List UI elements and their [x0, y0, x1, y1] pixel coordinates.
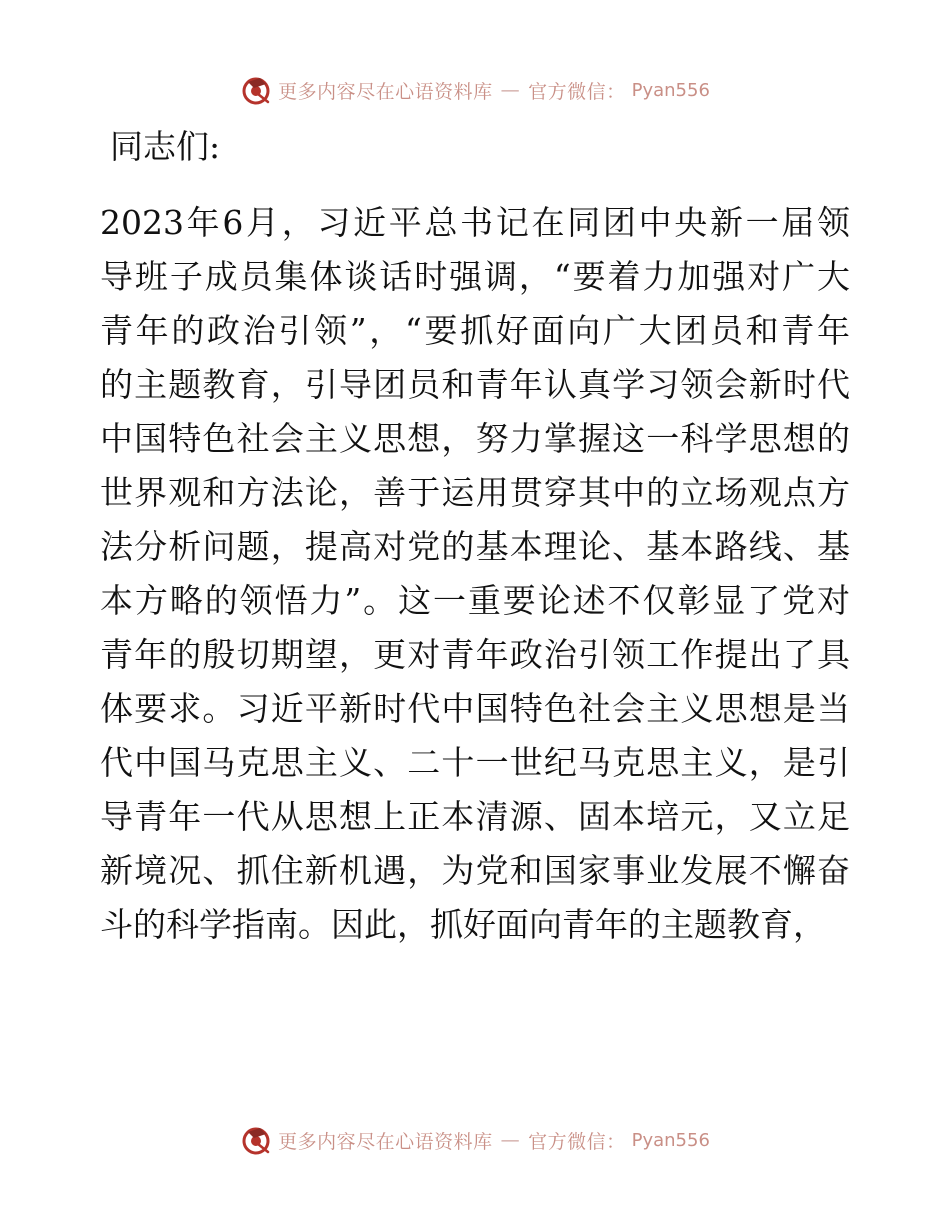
text-line: 斗的科学指南。因此，抓好面向青年的主题教育， — [100, 905, 826, 944]
salutation: 同志们: — [110, 127, 221, 166]
text-line: 新境况、抓住新机遇，为党和国家事业发展不懈奋 — [100, 851, 850, 890]
body-paragraph — [100, 196, 850, 952]
banner-text: 更多内容尽在心语资料库 — [278, 1130, 493, 1153]
text-line: 2023年6月，习近平总书记在同团中央新一届领 — [100, 203, 850, 242]
header-watermark-banner — [0, 70, 950, 110]
text-line: 的主题教育，引导团员和青年认真学习领会新时代 — [100, 365, 850, 404]
logo-icon — [240, 74, 272, 106]
text-line: 代中国马克思主义、二十一世纪马克思主义，是引 — [100, 743, 850, 782]
banner-separator: — — [500, 79, 521, 101]
banner-wechat-id: Pyan556 — [631, 79, 710, 101]
text-line: 青年的殷切期望，更对青年政治引领工作提出了具 — [100, 635, 850, 674]
logo-icon — [240, 1124, 272, 1156]
banner-wechat-label: 官方微信： — [528, 80, 626, 103]
text-line: 导青年一代从思想上正本清源、固本培元，又立足 — [100, 797, 850, 836]
text-line: 中国特色社会主义思想，努力掌握这一科学思想的 — [100, 419, 850, 458]
text-line: 体要求。习近平新时代中国特色社会主义思想是当 — [100, 689, 850, 728]
banner-wechat-id: Pyan556 — [631, 1129, 710, 1151]
text-line: 本方略的领悟力”。这一重要论述不仅彰显了党对 — [100, 581, 850, 620]
banner-text: 更多内容尽在心语资料库 — [278, 80, 493, 103]
text-line: 世界观和方法论，善于运用贯穿其中的立场观点方 — [100, 473, 850, 512]
banner-wechat-label: 官方微信： — [528, 1130, 626, 1153]
banner-separator: — — [500, 1129, 521, 1151]
text-line: 法分析问题，提高对党的基本理论、基本路线、基 — [100, 527, 850, 566]
footer-watermark-banner — [0, 1120, 950, 1160]
text-line: 导班子成员集体谈话时强调，“要着力加强对广大 — [100, 257, 850, 296]
text-line: 青年的政治引领”，“要抓好面向广大团员和青年 — [100, 311, 850, 350]
